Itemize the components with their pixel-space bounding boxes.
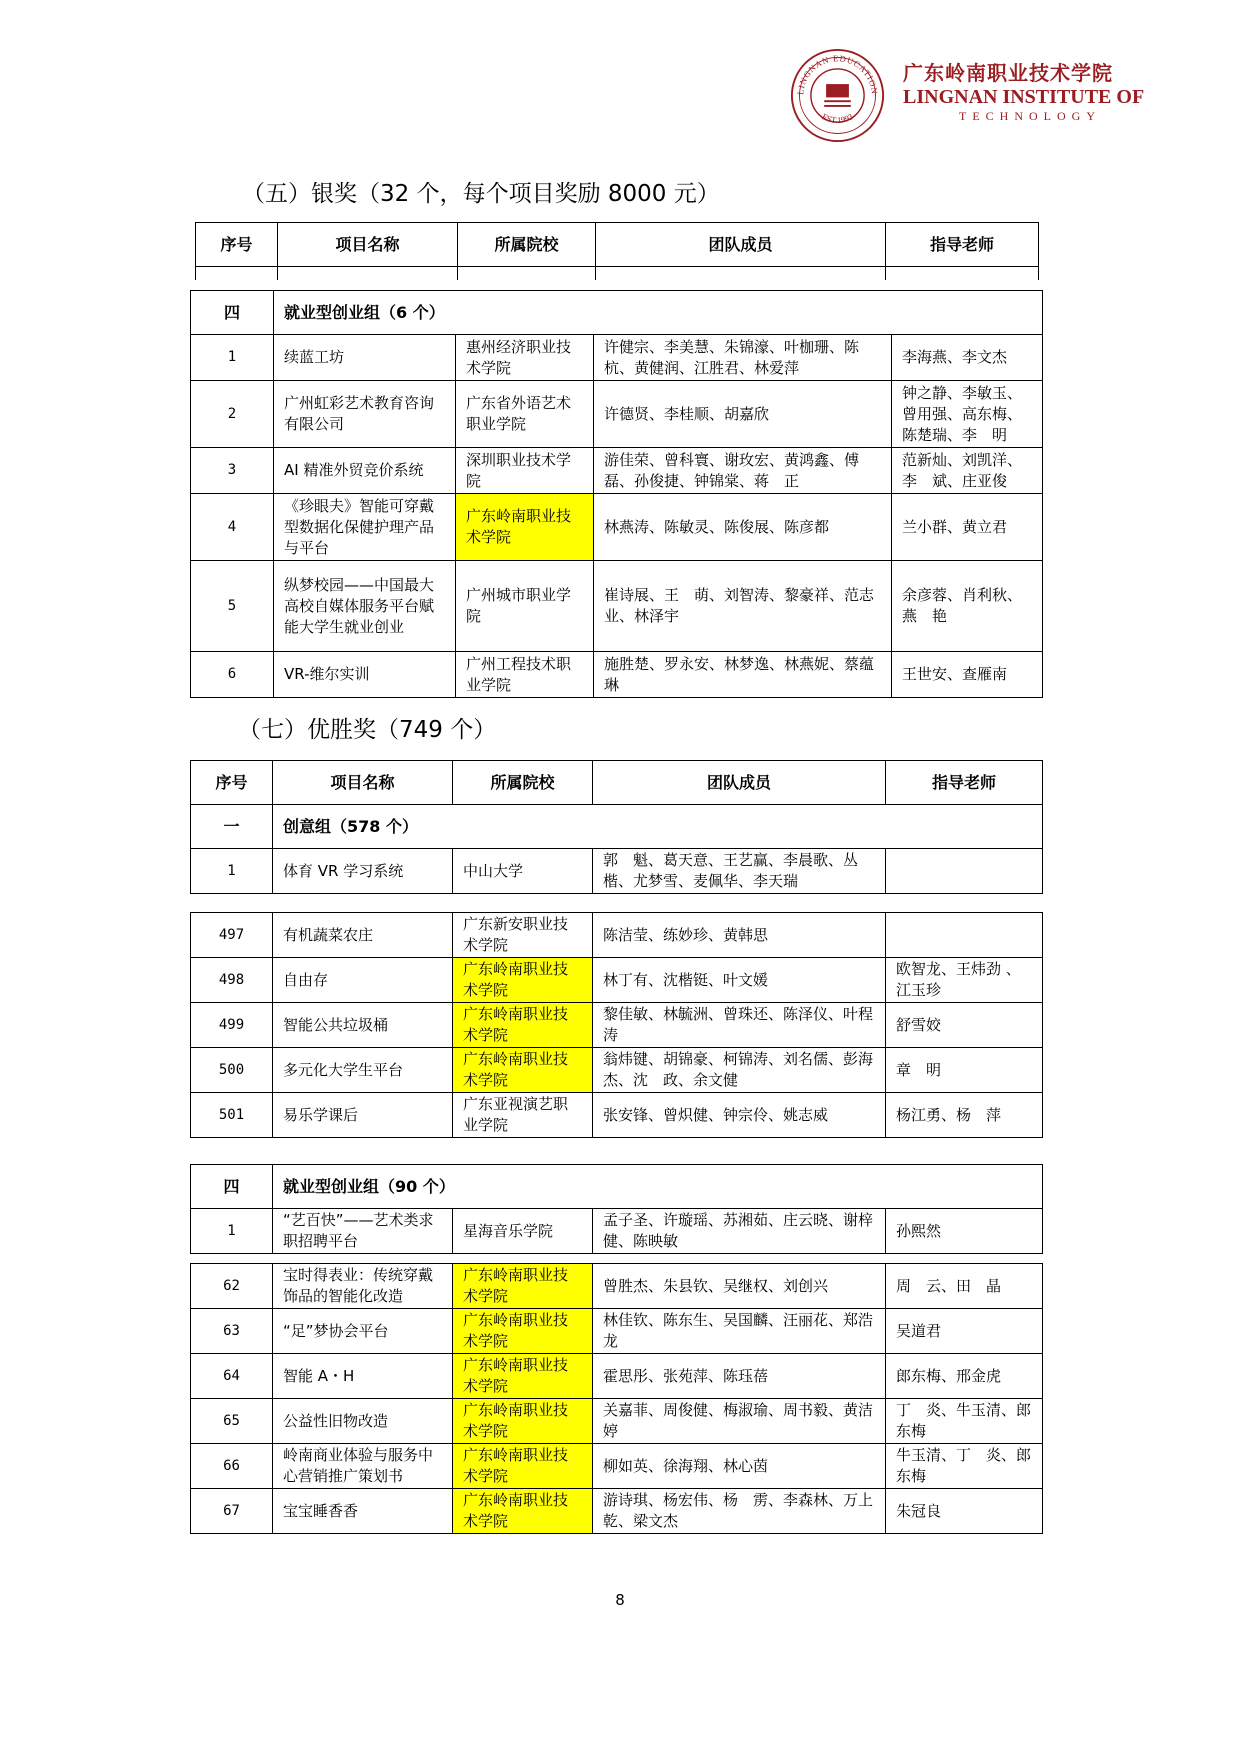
cell-project: 广州虹彩艺术教育咨询有限公司 [274, 381, 456, 448]
table-stub [1038, 266, 1039, 280]
table-row [191, 1093, 1043, 1138]
table-row [191, 1354, 1043, 1399]
school-name-en: LINGNAN INSTITUTE OF [903, 86, 1145, 108]
cell-team: 黎佳敏、林毓洲、曾珠还、陈泽仪、叶程涛 [593, 1003, 886, 1048]
cell-project: 智能 A・H [273, 1354, 453, 1399]
cell-advisor [886, 849, 1043, 894]
cell-team: 许德贤、李桂顺、胡嘉欣 [594, 381, 892, 448]
merit-table-creative-cont [190, 912, 1043, 1138]
cell-project: “艺百快”——艺术类求职招聘平台 [273, 1209, 453, 1254]
cell-team: 林燕涛、陈敏灵、陈俊展、陈彦都 [594, 494, 892, 561]
cell-team: 霍思彤、张苑萍、陈珏蓓 [593, 1354, 886, 1399]
cell-advisor: 兰小群、黄立君 [892, 494, 1043, 561]
cell-team: 张安锋、曾炽健、钟宗伶、姚志威 [593, 1093, 886, 1138]
silver-header-table [195, 222, 1039, 267]
school-name-block [903, 60, 1144, 124]
cell-team: 孟子圣、许璇瑶、苏湘茹、庄云晓、谢梓健、陈映敏 [593, 1209, 886, 1254]
cell-no: 62 [191, 1264, 273, 1309]
cell-advisor: 李海燕、李文杰 [892, 335, 1043, 381]
cell-advisor: 章 明 [886, 1048, 1043, 1093]
cell-team: 关嘉菲、周俊健、梅淑瑜、周书毅、黄洁婷 [593, 1399, 886, 1444]
cell-school: 星海音乐学院 [453, 1209, 593, 1254]
section-title-merit: （七）优胜奖（749 个） [238, 717, 497, 743]
seal-text-top: LINGNAN EDUCATION [795, 53, 880, 96]
cell-no: 497 [191, 913, 273, 958]
group-name: 就业型创业组（90 个） [273, 1165, 1043, 1209]
cell-school-highlighted: 广东岭南职业技术学院 [453, 958, 593, 1003]
cell-advisor: 余彦蓉、肖利秋、燕 艳 [892, 561, 1043, 652]
table-row [191, 1003, 1043, 1048]
table-stub [885, 266, 886, 280]
cell-advisor: 舒雪姣 [886, 1003, 1043, 1048]
group-no: 一 [191, 805, 273, 849]
cell-no: 6 [191, 652, 274, 698]
table-row [191, 381, 1043, 448]
table-row [191, 561, 1043, 652]
table-stub [595, 266, 596, 280]
cell-school-highlighted: 广东岭南职业技术学院 [453, 1264, 593, 1309]
cell-no: 498 [191, 958, 273, 1003]
cell-project: 宝时得表业：传统穿戴饰品的智能化改造 [273, 1264, 453, 1309]
cell-advisor: 吴道君 [886, 1309, 1043, 1354]
merit-table-employment-cont [190, 1263, 1043, 1534]
cell-project: AI 精准外贸竞价系统 [274, 448, 456, 494]
table-row [191, 1048, 1043, 1093]
table-row [191, 494, 1043, 561]
col-team: 团队成员 [596, 223, 886, 267]
svg-text:EST.1993 [820, 111, 854, 125]
cell-advisor: 孙熙然 [886, 1209, 1043, 1254]
table-stub [457, 266, 458, 280]
cell-no: 1 [191, 849, 273, 894]
page-number: 8 [615, 1591, 625, 1609]
table-row [191, 1309, 1043, 1354]
cell-school: 深圳职业技术学院 [456, 448, 594, 494]
cell-project: 易乐学课后 [273, 1093, 453, 1138]
cell-team: 林佳钦、陈东生、吴国麟、汪丽花、郑浩龙 [593, 1309, 886, 1354]
cell-school-highlighted: 广东岭南职业技术学院 [453, 1309, 593, 1354]
cell-advisor: 牛玉清、丁 炎、郎东梅 [886, 1444, 1043, 1489]
table-stub [277, 266, 278, 280]
cell-project: 智能公共垃圾桶 [273, 1003, 453, 1048]
cell-school: 广东亚视演艺职业学院 [453, 1093, 593, 1138]
cell-advisor: 朱冠良 [886, 1489, 1043, 1534]
col-team: 团队成员 [593, 761, 886, 805]
cell-no: 501 [191, 1093, 273, 1138]
table-row [191, 1264, 1043, 1309]
school-seal-logo [790, 48, 885, 143]
cell-school: 广州城市职业学院 [456, 561, 594, 652]
cell-project: 自由存 [273, 958, 453, 1003]
cell-no: 1 [191, 1209, 273, 1254]
cell-advisor: 丁 炎、牛玉清、郎东梅 [886, 1399, 1043, 1444]
cell-project: 《珍眼夫》智能可穿戴型数据化保健护理产品与平台 [274, 494, 456, 561]
cell-school: 广州工程技术职业学院 [456, 652, 594, 698]
cell-school-highlighted: 广东岭南职业技术学院 [453, 1003, 593, 1048]
cell-school: 惠州经济职业技术学院 [456, 335, 594, 381]
group-no: 四 [191, 291, 274, 335]
section-title-silver: （五）银奖（32 个，每个项目奖励 8000 元） [242, 181, 720, 207]
group-row [191, 805, 1043, 849]
cell-no: 499 [191, 1003, 273, 1048]
cell-school-highlighted: 广东岭南职业技术学院 [453, 1399, 593, 1444]
cell-advisor: 王世安、查雁南 [892, 652, 1043, 698]
merit-table-creative [190, 760, 1043, 894]
cell-project: 纵梦校园——中国最大高校自媒体服务平台赋能大学生就业创业 [274, 561, 456, 652]
cell-team: 游佳荣、曾科寰、谢玫宏、黄鸿鑫、傅 磊、孙俊捷、钟锦棠、蒋 正 [594, 448, 892, 494]
cell-school-highlighted: 广东岭南职业技术学院 [453, 1444, 593, 1489]
cell-project: “足”梦协会平台 [273, 1309, 453, 1354]
table-row [191, 1209, 1043, 1254]
cell-team: 柳如英、徐海翔、林心茵 [593, 1444, 886, 1489]
group-row [191, 1165, 1043, 1209]
cell-no: 64 [191, 1354, 273, 1399]
col-school: 所属院校 [458, 223, 596, 267]
table-header-row [196, 223, 1039, 267]
cell-team: 陈洁莹、练妙珍、黄韩思 [593, 913, 886, 958]
cell-no: 3 [191, 448, 274, 494]
cell-team: 施胜楚、罗永安、林梦逸、林燕妮、蔡蕴琳 [594, 652, 892, 698]
cell-no: 1 [191, 335, 274, 381]
col-no: 序号 [191, 761, 273, 805]
table-row [191, 335, 1043, 381]
table-stub [195, 266, 196, 280]
cell-school: 广东省外语艺术职业学院 [456, 381, 594, 448]
table-row [191, 913, 1043, 958]
cell-school-highlighted: 广东岭南职业技术学院 [453, 1489, 593, 1534]
cell-project: 多元化大学生平台 [273, 1048, 453, 1093]
cell-advisor [886, 913, 1043, 958]
col-no: 序号 [196, 223, 278, 267]
cell-project: VR-维尔实训 [274, 652, 456, 698]
cell-team: 林丁有、沈楷铤、叶文媛 [593, 958, 886, 1003]
col-project: 项目名称 [278, 223, 458, 267]
table-row [191, 1444, 1043, 1489]
cell-project: 宝宝睡香香 [273, 1489, 453, 1534]
cell-advisor: 范新灿、刘凯洋、李 斌、庄亚俊 [892, 448, 1043, 494]
cell-project: 续蓝工坊 [274, 335, 456, 381]
table-row [191, 652, 1043, 698]
cell-no: 500 [191, 1048, 273, 1093]
cell-no: 65 [191, 1399, 273, 1444]
cell-project: 公益性旧物改造 [273, 1399, 453, 1444]
cell-advisor: 钟之静、李敏玉、曾用强、高东梅、陈楚瑞、李 明 [892, 381, 1043, 448]
group-no: 四 [191, 1165, 273, 1209]
cell-no: 2 [191, 381, 274, 448]
merit-table-employment [190, 1164, 1043, 1254]
cell-no: 67 [191, 1489, 273, 1534]
cell-school-highlighted: 广东岭南职业技术学院 [453, 1048, 593, 1093]
group-name: 就业型创业组（6 个） [274, 291, 1043, 335]
cell-advisor: 欧智龙、王炜劲 、江玉珍 [886, 958, 1043, 1003]
cell-project: 岭南商业体验与服务中心营销推广策划书 [273, 1444, 453, 1489]
cell-no: 66 [191, 1444, 273, 1489]
cell-advisor: 杨江勇、杨 萍 [886, 1093, 1043, 1138]
cell-no: 5 [191, 561, 274, 652]
col-advisor: 指导老师 [886, 223, 1039, 267]
cell-team: 曾胜杰、朱县钦、吴继权、刘创兴 [593, 1264, 886, 1309]
table-row [191, 849, 1043, 894]
cell-school-highlighted: 广东岭南职业技术学院 [456, 494, 594, 561]
col-school: 所属院校 [453, 761, 593, 805]
table-row [191, 958, 1043, 1003]
cell-team: 游诗琪、杨宏伟、杨 雳、李森林、万上乾、梁文杰 [593, 1489, 886, 1534]
cell-project: 体育 VR 学习系统 [273, 849, 453, 894]
table-header-row [191, 761, 1043, 805]
group-name: 创意组（578 个） [273, 805, 1043, 849]
silver-group-table [190, 290, 1043, 698]
school-name-cn: 广东岭南职业技术学院 [903, 61, 1113, 85]
table-row [191, 1489, 1043, 1534]
col-project: 项目名称 [273, 761, 453, 805]
group-row [191, 291, 1043, 335]
cell-school-highlighted: 广东岭南职业技术学院 [453, 1354, 593, 1399]
cell-no: 4 [191, 494, 274, 561]
cell-no: 63 [191, 1309, 273, 1354]
cell-advisor: 周 云、田 晶 [886, 1264, 1043, 1309]
col-advisor: 指导老师 [886, 761, 1043, 805]
cell-school: 中山大学 [453, 849, 593, 894]
cell-advisor: 郎东梅、邢金虎 [886, 1354, 1043, 1399]
cell-team: 翁炜键、胡锦豪、柯锦涛、刘名儒、彭海杰、沈 政、余文健 [593, 1048, 886, 1093]
cell-team: 郭 魁、葛天意、王艺赢、李晨歌、丛 楷、尤梦雪、麦佩华、李天瑞 [593, 849, 886, 894]
cell-school: 广东新安职业技术学院 [453, 913, 593, 958]
table-row [191, 448, 1043, 494]
cell-team: 崔诗展、王 萌、刘智涛、黎豪祥、范志业、林泽宇 [594, 561, 892, 652]
cell-team: 许健宗、李美慧、朱锦濠、叶枷珊、陈 杭、黄健润、江胜君、林爱萍 [594, 335, 892, 381]
cell-project: 有机蔬菜农庄 [273, 913, 453, 958]
table-row [191, 1399, 1043, 1444]
seal-text-bottom: EST.1993 [820, 111, 855, 125]
school-name-en-2: TECHNOLOGY [959, 109, 1101, 123]
